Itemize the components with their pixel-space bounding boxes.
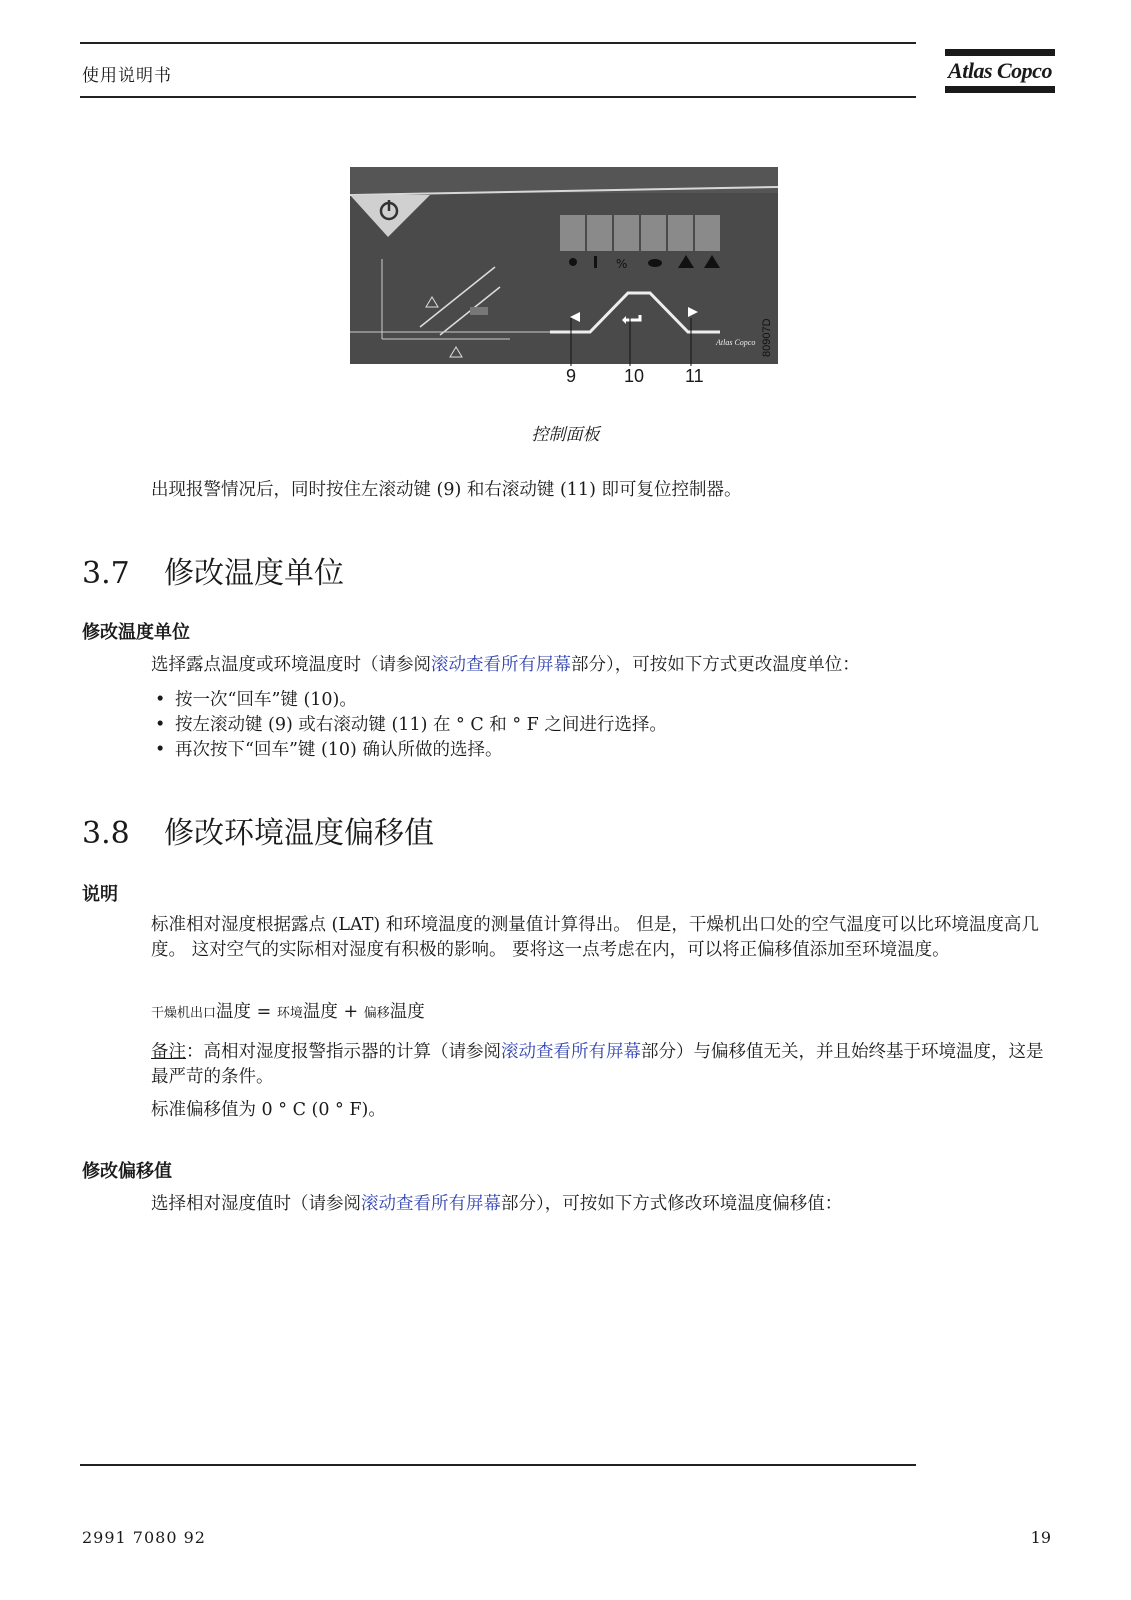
section-3-8-desc-subheading: 说明	[82, 884, 118, 905]
header-bottom-rule	[80, 96, 916, 98]
scroll-screens-link[interactable]: 滚动查看所有屏幕	[431, 655, 571, 675]
section-3-8-note: 备注：高相对湿度报警指示器的计算（请参阅滚动查看所有屏幕部分）与偏移值无关，并且始终基于环境温度，这是最严苛的条件。	[151, 1042, 1044, 1087]
callout-11: 11	[685, 366, 704, 386]
temperature-formula: 干燥机出口温度 = 环境温度 + 偏移温度	[151, 1002, 425, 1022]
list-item: • 按一次“回车”键 (10)。	[151, 688, 667, 713]
reset-paragraph: 出现报警情况后，同时按住左滚动键 (9) 和右滚动键 (11) 即可复位控制器。	[151, 480, 742, 500]
svg-text:Atlas Copco: Atlas Copco	[716, 338, 756, 347]
section-3-7-subheading: 修改温度单位	[82, 622, 190, 643]
scroll-screens-link[interactable]: 滚动查看所有屏幕	[361, 1194, 501, 1214]
section-3-8-heading: 3.8 修改环境温度偏移值	[82, 816, 434, 851]
callout-9: 9	[566, 366, 577, 386]
default-offset-text: 标准偏移值为 0 ° C (0 ° F)。	[151, 1100, 386, 1120]
callout-lines	[350, 318, 820, 370]
section-3-8-description: 标准相对湿度根据露点 (LAT) 和环境温度的测量值计算得出。 但是，干燥机出口处的空气温度可以比环境温度高几度。 这对空气的实际相对湿度有积极的影响。 要将这一点考虑在内，可以将正偏移值添加至环境温度。	[151, 915, 1039, 960]
svg-text:%: %	[616, 257, 628, 271]
modify-offset-paragraph: 选择相对湿度值时（请参阅滚动查看所有屏幕部分），可按如下方式修改环境温度偏移值：	[151, 1194, 843, 1214]
modify-offset-subheading: 修改偏移值	[82, 1161, 172, 1182]
svg-text:80907D: 80907D	[761, 318, 773, 357]
document-number: 2991 7080 92	[82, 1528, 206, 1547]
figure-caption: 控制面板	[531, 425, 600, 445]
page-number: 19	[1030, 1528, 1051, 1547]
atlas-copco-logo: Atlas Copco	[945, 49, 1055, 93]
section-3-7-heading: 3.7 修改温度单位	[82, 556, 344, 591]
list-item: • 再次按下“回车”键 (10) 确认所做的选择。	[151, 738, 667, 763]
list-item: • 按左滚动键 (9) 或右滚动键 (11) 在 ° C 和 ° F 之间进行选择。	[151, 713, 667, 738]
section-3-7-bullets	[151, 688, 667, 763]
scroll-screens-link[interactable]: 滚动查看所有屏幕	[501, 1042, 641, 1062]
footer-rule	[80, 1464, 916, 1466]
header-title: 使用说明书	[82, 66, 172, 86]
callout-10: 10	[624, 366, 645, 386]
header-top-rule	[80, 42, 916, 44]
section-3-7-paragraph: 选择露点温度或环境温度时（请参阅滚动查看所有屏幕部分），可按如下方式更改温度单位：	[151, 655, 860, 675]
